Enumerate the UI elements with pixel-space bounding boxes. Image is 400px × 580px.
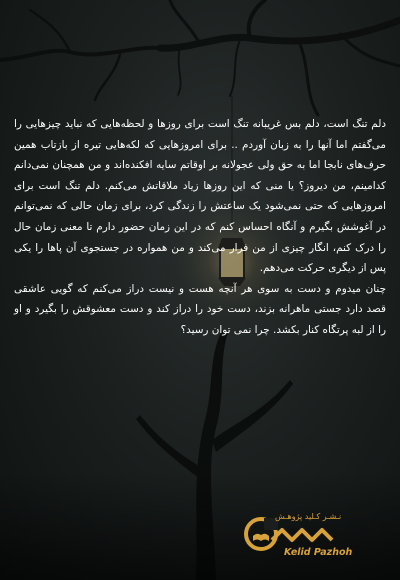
paragraph: چنان میدوم و دست به سوی هر آنچه هست و نیست دراز می‌کنم که گویی عاشقی قصد دارد جستی ماهرانه بزند، دست خود را دراز کند و دست معشوقش را بگیرد و او را از لبه پرتگاه کنار بکشد. چرا نمی توان رسید؟ [14,282,386,336]
publisher-logo [242,510,353,566]
publisher-name-en: Kelid Pazhoh [284,547,353,558]
publisher-name-fa: نـشـر کـلید پژوهـش [275,512,342,521]
body-text [14,114,386,341]
tree-branches [0,0,400,115]
paragraph: دلم تنگ است، دلم بس غریبانه تنگ است برای روزها و لحظه‌هایی که نباید چیزهایی را می‌گفتم اما آنها را به زبان آوردم .. برای امروزهایی که لکه‌هایی تیره از بازتاب همین حرف‌های نابجا اما به حق ولی عجولانه بر اوقاتم سایه افکنده‌اند و من همچنان نمی‌دانم کدامینم، من دیروز؟ یا منی که این روزها زیاد ملاقاتش می‌کنم. دلم تنگ است برای امروزهایی که حتی نمی‌شود یک ساعتش را زندگی کرد، برای زمان حالی که نمی‌توانم در آغوشش بگیرم و آنگاه احساس کنم که در این زمان حضور دارم تا معنی زمان حال را درک کنم، انگار چیزی از من فرار می‌کند و من همواره در جستجوی آن پاها را یکی پس از دیگری حرکت می‌دهم. [14,118,386,275]
